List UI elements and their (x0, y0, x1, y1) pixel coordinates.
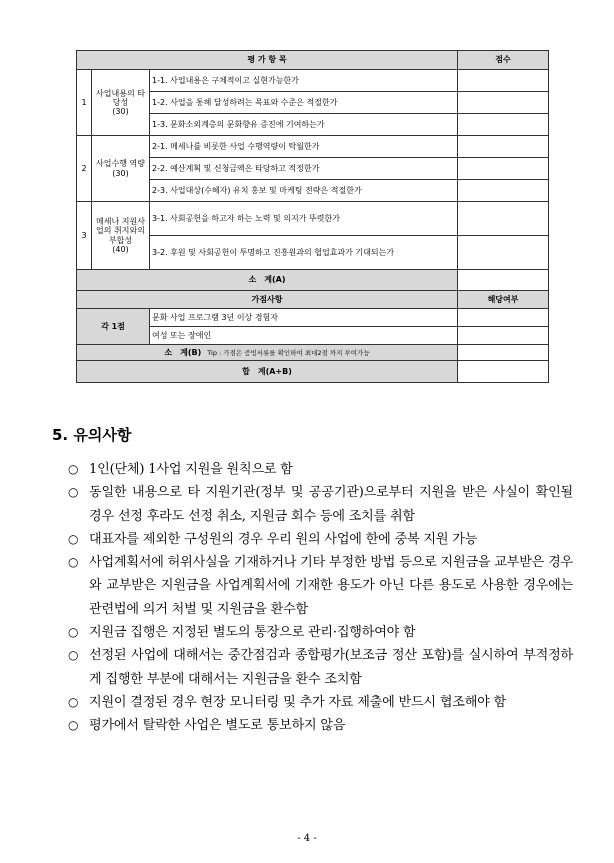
total-value (458, 361, 549, 383)
note-text: 선정된 사업에 대해서는 중간점검과 종합평가(보조금 정산 포함)를 실시하여 부적정하게 집행한 부분에 대해서는 지원금을 환수 조치함 (89, 648, 573, 687)
evaluation-table (76, 50, 549, 383)
score-cell (458, 158, 549, 180)
score-cell (458, 180, 549, 202)
group-3-num: 3 (77, 202, 92, 270)
score-cell (458, 70, 549, 92)
group-1-points: (30) (112, 107, 129, 117)
circle-bullet-icon: ○ (68, 462, 79, 476)
subtotal-a-label: 소 계(A) (77, 270, 458, 291)
group-2-category (92, 136, 150, 202)
list-item (68, 481, 573, 528)
page-number: - 4 - (297, 833, 317, 844)
table-header-score: 점수 (458, 51, 549, 70)
score-cell (458, 236, 549, 270)
circle-bullet-icon: ○ (68, 648, 79, 663)
list-item (68, 691, 573, 714)
circle-bullet-icon: ○ (68, 531, 79, 546)
bonus-check-cell (458, 309, 549, 327)
item-3-1: 3-1. 사회공헌을 하고자 하는 노력 및 의지가 뚜렷한가 (150, 202, 458, 236)
item-1-1: 1-1. 사업내용은 구체적이고 실현가능한가 (150, 70, 458, 92)
group-1-num: 1 (77, 70, 92, 136)
list-item (68, 528, 573, 551)
note-text: 동일한 내용으로 타 지원기관(정부 및 공공기관)으로부터 지원을 받은 사실이 확인될 경우 선정 후라도 선정 취소, 지원금 회수 등에 조치를 취함 (89, 485, 573, 524)
score-cell (458, 136, 549, 158)
circle-bullet-icon: ○ (68, 485, 79, 500)
note-text: 지원이 결정된 경우 현장 모니터링 및 추가 자료 제출에 반드시 협조해야 함 (89, 694, 507, 710)
list-item (68, 551, 573, 621)
note-text: 사업계획서에 허위사실을 기재하거나 기타 부정한 방법 등으로 지원금을 교부받은 경우와 교부받은 지원금을 사업계획서에 기재한 용도가 아닌 다른 용도로 사용한 경우에는 관련법에 의거 처벌 및 지원금을 환수함 (89, 555, 573, 617)
bonus-points-label: 각 1점 (77, 309, 150, 345)
item-2-2: 2-2. 예산계획 및 신청금액은 타당하고 적정한가 (150, 158, 458, 180)
score-cell (458, 92, 549, 114)
table-header-item: 평 가 항 목 (77, 51, 458, 70)
circle-bullet-icon: ○ (68, 694, 79, 709)
bonus-header: 가점사항 (77, 291, 458, 309)
item-1-2: 1-2. 사업을 통해 달성하려는 목표와 수준은 적절한가 (150, 92, 458, 114)
item-3-2: 3-2. 후원 및 사회공헌이 투명하고 진흥원과의 협업효과가 기대되는가 (150, 236, 458, 270)
item-2-3: 2-3. 사업대상(수혜자) 유치 홍보 및 마케팅 전략은 적절한가 (150, 180, 458, 202)
note-text: 평가에서 탈락한 사업은 별도로 통보하지 않음 (89, 718, 346, 734)
bonus-item-1: 문화 사업 프로그램 3년 이상 경험자 (150, 309, 458, 327)
group-1-category-label: 사업내용의 타당성 (96, 88, 145, 107)
group-2-num: 2 (77, 136, 92, 202)
notes-list (68, 458, 573, 738)
score-cell (458, 114, 549, 136)
group-3-category-label: 메세나 지원사업의 취지와의 부합성 (96, 217, 145, 245)
note-text: 1인(단체) 1사업 지원을 원칙으로 함 (89, 462, 293, 477)
group-3-category (92, 202, 150, 270)
bonus-item-2: 여성 또는 장애인 (150, 327, 458, 345)
note-text: 대표자를 제외한 구성원의 경우 우리 원의 사업에 한에 중복 지원 가능 (89, 531, 478, 547)
score-cell (458, 202, 549, 236)
note-text: 지원금 집행은 지정된 별도의 통장으로 관리·집행하여야 함 (89, 625, 416, 641)
bonus-applicable-header: 해당여부 (458, 291, 549, 309)
group-2-category-label: 사업수행 역량 (96, 159, 145, 169)
group-2-points: (30) (112, 168, 129, 178)
subtotal-a-value (458, 270, 549, 291)
group-3-points: (40) (112, 244, 129, 254)
list-item (68, 458, 573, 481)
circle-bullet-icon: ○ (68, 625, 79, 640)
list-item (68, 714, 573, 737)
group-1-category (92, 70, 150, 136)
list-item (68, 621, 573, 644)
subtotal-b-tip: Tip : 가점은 증빙서류를 확인하여 최대2점 까지 부여가능 (207, 348, 370, 357)
circle-bullet-icon: ○ (68, 555, 79, 570)
item-1-3: 1-3. 문화소외계층의 문화향유 증진에 기여하는가 (150, 114, 458, 136)
subtotal-b-value (458, 345, 549, 361)
bonus-check-cell (458, 327, 549, 345)
subtotal-b-row (77, 345, 458, 361)
total-label: 합 계(A+B) (77, 361, 458, 383)
section-title: 5. 유의사항 (52, 426, 132, 444)
item-2-1: 2-1. 메세나를 비롯한 사업 수행역량이 탁월한가 (150, 136, 458, 158)
subtotal-b-label: 소 계(B) (164, 347, 202, 357)
list-item (68, 644, 573, 691)
circle-bullet-icon: ○ (68, 718, 79, 733)
